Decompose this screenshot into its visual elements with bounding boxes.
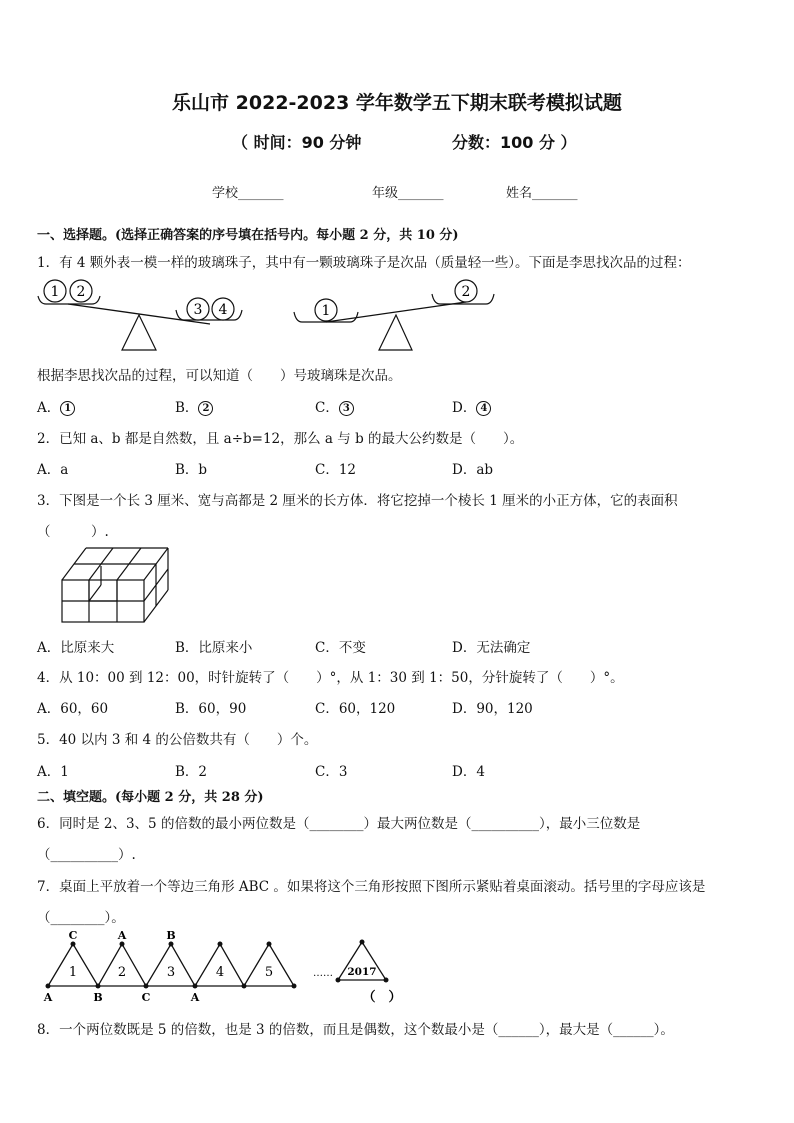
question-1-stem: 1．有 4 颗外表一模一样的玻璃珠子，其中有一颗玻璃珠子是次品（质量轻一些）。下面是李思找次品的过程： — [37, 255, 691, 271]
balance-scale-2 — [294, 280, 494, 350]
triangle-number-3: 3 — [166, 965, 176, 980]
q3-option-c: C．不变 — [315, 640, 366, 656]
question-4-stem: 4．从 10：00 到 12：00，时针旋转了（ ）°，从 1：30 到 1：50，分针旋转了（ ）°。 — [37, 670, 624, 686]
question-3-stem: 3．下图是一个长 3 厘米、宽与高都是 2 厘米的长方体．将它挖掉一个棱长 1 厘米的小正方体，它的表面积 — [37, 493, 678, 509]
vertex-top-2: A — [117, 930, 127, 942]
ball-4-label: 4 — [218, 302, 228, 318]
circled-3-icon: 3 — [339, 401, 354, 416]
circled-1-icon: 1 — [60, 401, 75, 416]
question-2-stem: 2．已知 a、b 都是自然数，且 a÷b=12，那么 a 与 b 的最大公约数是（ ）。 — [37, 431, 524, 447]
q1-option-d: D． 4 — [452, 396, 491, 416]
triangle-number-4: 4 — [215, 965, 225, 980]
vertex-bottom-1: A — [43, 991, 53, 1004]
ball-2b-label: 2 — [461, 284, 471, 300]
ball-1b-label: 1 — [321, 303, 331, 319]
rolling-triangle-diagram — [38, 930, 408, 1006]
q3-option-d: D．无法确定 — [452, 640, 531, 656]
section-1-heading: 一、选择题。(选择正确答案的序号填在括号内。每小题 2 分，共 10 分) — [37, 228, 459, 243]
triangle-number-5: 5 — [264, 965, 274, 980]
q2-option-c: C．12 — [315, 462, 357, 478]
vertex-bottom-3: C — [141, 991, 151, 1004]
q2-option-b: B．b — [175, 462, 208, 478]
q4-option-d: D．90，120 — [452, 701, 533, 717]
vertex-bottom-4: A — [190, 991, 200, 1004]
q1-option-a: A． 1 — [37, 396, 75, 416]
exam-score: 分数：100 分 ） — [452, 133, 577, 152]
ball-2-label: 2 — [76, 284, 86, 300]
vertex-bottom-2: B — [93, 991, 103, 1004]
fulcrum-2 — [379, 315, 412, 350]
balance-scale-1 — [38, 280, 242, 350]
section-2-heading: 二、填空题。(每小题 2 分，共 28 分) — [37, 790, 264, 805]
q5-option-a: A．1 — [37, 764, 69, 780]
balance-diagram — [34, 274, 504, 356]
exam-time: （ 时间：90 分钟 — [232, 133, 362, 152]
triangle-number-1: 1 — [68, 965, 78, 980]
ball-3-label: 3 — [193, 302, 203, 318]
q3-option-a: A．比原来大 — [37, 640, 115, 656]
circled-4-icon: 4 — [476, 401, 491, 416]
q1-option-c: C． 3 — [315, 396, 354, 416]
page-title: 乐山市 2022-2023 学年数学五下期末联考模拟试题 — [172, 92, 622, 114]
question-5-stem: 5．40 以内 3 和 4 的公倍数共有（ ）个。 — [37, 732, 318, 748]
q5-option-d: D．4 — [452, 764, 485, 780]
ball-1-label: 1 — [50, 284, 60, 300]
q2-option-d: D．ab — [452, 462, 494, 478]
triangle-number-2: 2 — [117, 965, 127, 980]
q1-option-b: B． 2 — [175, 396, 213, 416]
circled-2-icon: 2 — [198, 401, 213, 416]
q4-option-a: A．60，60 — [37, 701, 109, 717]
fulcrum-1 — [122, 315, 156, 350]
question-6-stem: 6．同时是 2、3、5 的倍数的最小两位数是（________）最大两位数是（__________），最小三位数是 — [37, 816, 641, 832]
q3-option-b: B．比原来小 — [175, 640, 253, 656]
q2-option-a: A．a — [37, 462, 69, 478]
question-3-stem-2: （ ）. — [37, 524, 109, 540]
answer-blank: （ ） — [362, 990, 402, 1005]
q5-option-c: C．3 — [315, 764, 348, 780]
grade-field: 年级_______ — [372, 186, 444, 201]
q4-option-c: C．60，120 — [315, 701, 396, 717]
vertex-top-3: B — [166, 930, 176, 942]
question-1-conclusion: 根据李思找次品的过程，可以知道（ ）号玻璃珠是次品。 — [37, 368, 402, 384]
school-field: 学校_______ — [212, 186, 284, 201]
question-6-stem-2: （__________）. — [37, 847, 136, 863]
question-8-stem: 8．一个两位数既是 5 的倍数，也是 3 的倍数，而且是偶数，这个数最小是（______），最大是（______）。 — [37, 1022, 674, 1038]
ellipsis: …… — [313, 968, 333, 979]
q4-option-b: B．60，90 — [175, 701, 247, 717]
name-field: 姓名_______ — [506, 186, 578, 201]
cuboid-diagram — [60, 546, 172, 624]
question-7-stem-2: （________）。 — [37, 910, 125, 926]
question-7-stem: 7．桌面上平放着一个等边三角形 ABC 。如果将这个三角形按照下图所示紧贴着桌面滚动。括号里的字母应该是 — [37, 879, 706, 895]
q5-option-b: B．2 — [175, 764, 208, 780]
vertex-top-1: C — [68, 930, 78, 942]
triangle-number-2017: 2017 — [347, 966, 377, 978]
